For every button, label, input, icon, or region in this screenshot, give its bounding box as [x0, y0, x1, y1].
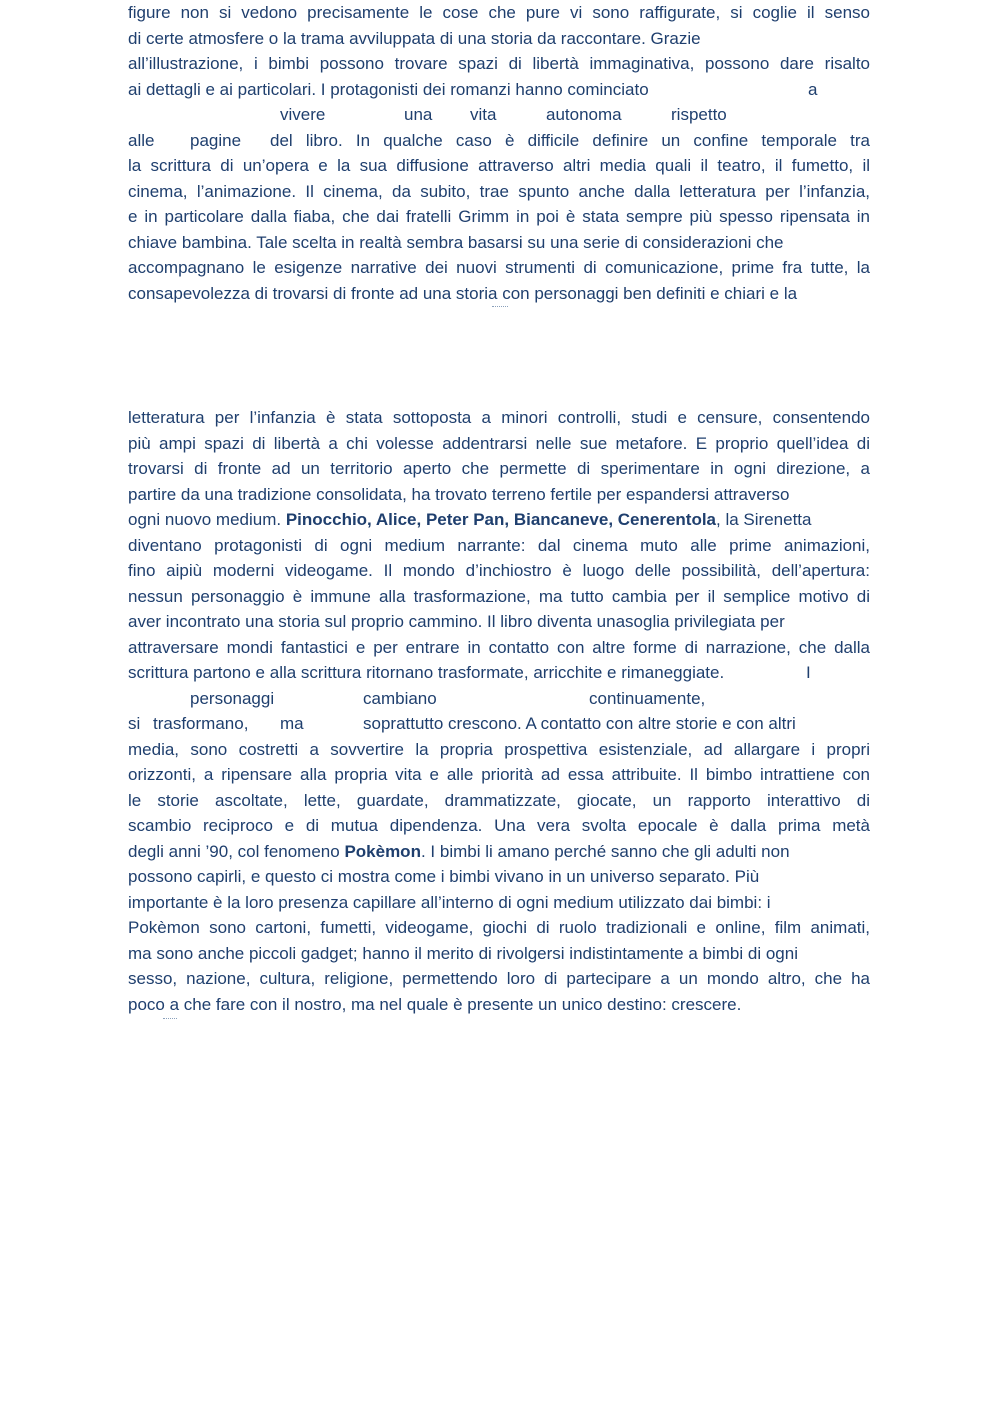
text-line: all’illustrazione, i bimbi possono trovare spazi di libertà immaginativa, possono dare risalto	[128, 54, 870, 73]
character-names: Pinocchio, Alice, Peter Pan, Biancaneve, Cenerentola	[285, 510, 717, 529]
text-fragment: I	[806, 663, 811, 682]
text-line	[128, 102, 870, 128]
text-line	[128, 77, 870, 103]
text-line: più ampi spazi di libertà a chi volesse addentrarsi nelle sue metafore. E proprio quell’idea di	[128, 433, 870, 453]
text-line: aver incontrato una storia sul proprio cammino. Il libro diventa unasoglia privilegiata per	[128, 612, 785, 631]
text-line: attraversare mondi fantastici e per entrare in contatto con altre forme di narrazione, che dalla	[128, 637, 870, 657]
text-line: scambio reciproco e di mutua dipendenza. Una vera svolta epocale è dalla prima metà	[128, 816, 870, 835]
text-line: figure non si vedono precisamente le cose che pure vi sono raffigurate, si coglie il senso	[128, 3, 870, 22]
text-line: consapevolezza di trovarsi di fronte ad una storia con personaggi ben definiti e chiari e la	[128, 283, 798, 303]
text-line: di certe atmosfere o la trama avviluppata di una storia da raccontare. Grazie	[128, 28, 701, 48]
footnote-mark	[163, 1018, 177, 1020]
text-line	[128, 660, 870, 686]
text-fragment: una	[404, 105, 433, 124]
text-fragment: pagine	[190, 130, 242, 150]
text-line: trovarsi di fronte ad un territorio aperto che permette di sperimentare in ogni direzione, a	[128, 459, 870, 478]
text-line: diventano protagonisti di ogni medium narrante: dal cinema muto alle prime animazioni,	[128, 535, 870, 555]
text-fragment: a	[808, 79, 818, 99]
text-line: cinema, l’animazione. Il cinema, da subito, trae spunto anche dalla letteratura per l’infanzia,	[128, 181, 870, 201]
text-line: ma sono anche piccoli gadget; hanno il merito di rivolgersi indistintamente a bimbi di ogni	[128, 943, 798, 963]
text-line	[128, 686, 870, 712]
text-line: poco a che fare con il nostro, ma nel quale è presente un unico destino: crescere.	[128, 994, 742, 1014]
text-line: chiave bambina. Tale scelta in realtà sembra basarsi su una serie di considerazioni che	[128, 232, 784, 252]
text-fragment: si	[128, 714, 141, 733]
text-line: sesso, nazione, cultura, religione, permettendo loro di partecipare a un mondo altro, che ha	[128, 969, 870, 988]
text-fragment: ai dettagli e ai particolari. I protagonisti dei romanzi hanno cominciato	[128, 79, 649, 99]
text-line: fino aipiù moderni videogame. Il mondo d’inchiostro è luogo delle possibilità, dell’apertura:	[128, 561, 870, 580]
text-fragment: personaggi	[190, 688, 275, 708]
text-line: importante è la loro presenza capillare all’interno di ogni medium utilizzato dai bimbi: i	[128, 892, 771, 912]
text-fragment: rispetto	[671, 105, 727, 124]
text-fragment: . I bimbi li amano perché sanno che gli adulti non	[420, 841, 790, 861]
text-line: media, sono costretti a sovvertire la propria prospettiva esistenziale, ad allargare i propri	[128, 739, 870, 759]
text-fragment: soprattutto crescono. A contatto con altre storie e con altri	[363, 714, 796, 733]
text-line	[128, 128, 870, 154]
text-line: e in particolare dalla fiaba, che dai fratelli Grimm in poi è stata sempre più spesso ripensata in	[128, 207, 870, 226]
footnote-mark	[492, 306, 508, 308]
text-line	[128, 711, 870, 737]
text-line: Pokèmon sono cartoni, fumetti, videogame, giochi di ruolo tradizionali e online, film animati,	[128, 918, 870, 937]
text-fragment: autonoma	[546, 105, 622, 124]
text-fragment: degli anni ’90, col fenomeno	[128, 841, 345, 861]
text-fragment: ogni nuovo medium.	[128, 510, 286, 529]
text-line	[128, 839, 870, 865]
text-line: accompagnano le esigenze narrative dei nuovi strumenti di comunicazione, prime fra tutte, la	[128, 258, 870, 277]
text-fragment: vita	[470, 105, 497, 124]
text-line: orizzonti, a ripensare alla propria vita e alle priorità ad essa attribuite. Il bimbo intrattiene con	[128, 765, 870, 784]
text-fragment: continuamente,	[589, 688, 706, 708]
text-fragment: ma	[280, 714, 304, 733]
text-fragment: scrittura partono e alla scrittura ritornano trasformate, arricchite e rimaneggiate.	[128, 663, 725, 682]
text-line	[128, 507, 870, 533]
text-fragment: cambiano	[363, 688, 437, 708]
text-line: la scrittura di un’opera e la sua diffusione attraverso altri media quali il teatro, il fumetto, il	[128, 156, 870, 175]
text-line: possono capirli, e questo ci mostra come i bimbi vivano in un universo separato. Più	[128, 867, 760, 886]
text-line: le storie ascoltate, lette, guardate, drammatizzate, giocate, un rapporto interattivo di	[128, 790, 870, 810]
pokemon-term: Pokèmon	[344, 841, 421, 861]
text-fragment: del libro. In qualche caso è difficile definire un confine temporale tra	[270, 130, 870, 150]
text-line: nessun personaggio è immune alla trasformazione, ma tutto cambia per il semplice motivo di	[128, 586, 870, 606]
text-fragment: , la Sirenetta	[716, 510, 812, 529]
text-line: partire da una tradizione consolidata, ha trovato terreno fertile per espandersi attraverso	[128, 484, 790, 504]
text-fragment: trasformano,	[153, 714, 249, 733]
text-line: letteratura per l’infanzia è stata sottoposta a minori controlli, studi e censure, consentendo	[128, 408, 870, 427]
text-fragment: alle	[128, 130, 155, 150]
text-fragment: vivere	[280, 105, 326, 124]
